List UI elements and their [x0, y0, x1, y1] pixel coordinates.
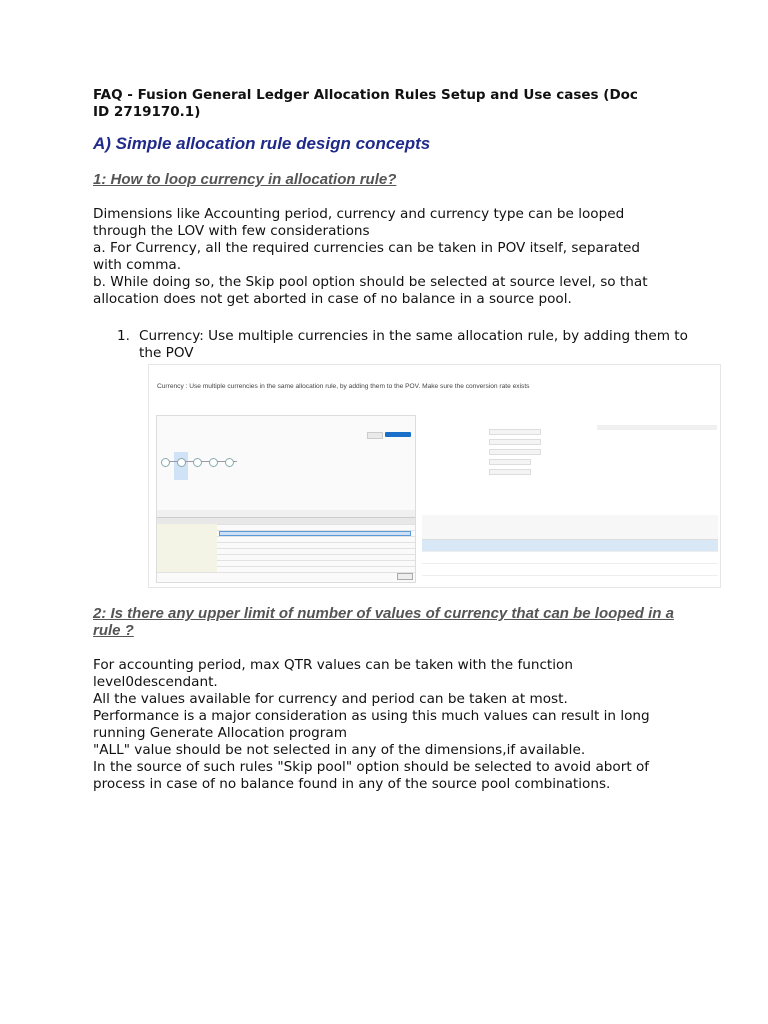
list-text: Currency: Use multiple currencies in the same allocation rule, by adding them to the POV	[139, 328, 688, 361]
answer-1-line: a. For Currency, all the required currencies can be taken in POV itself, separated	[93, 240, 641, 256]
answer-2-paragraph	[93, 657, 693, 793]
faq-question-1: 1: How to loop currency in allocation rule?	[93, 171, 397, 188]
journal-field	[489, 429, 541, 435]
flow-node	[225, 458, 234, 467]
faq-question-2: 2: Is there any upper limit of number of values of currency that can be looped in a rule ?	[93, 605, 674, 639]
answer-1-line: with comma.	[93, 257, 182, 273]
journal-line-row	[422, 540, 718, 552]
rule-flow-diagram	[159, 452, 243, 482]
answer-1-line: through the LOV with few considerations	[93, 223, 370, 239]
flow-node	[177, 458, 186, 467]
answer-2-line: level0descendant.	[93, 674, 218, 690]
journal-field	[489, 469, 531, 475]
answer-2-line: running Generate Allocation program	[93, 725, 347, 741]
flow-node	[209, 458, 218, 467]
answer-2-line: process in case of no balance found in any of the source pool combinations.	[93, 776, 611, 792]
figure-caption: Currency : Use multiple currencies in the same allocation rule, by adding them to the POV. Make sure the conversion rate exists	[157, 383, 530, 390]
answer-1-line: Dimensions like Accounting period, currency and currency type can be looped	[93, 206, 625, 222]
section-heading: A) Simple allocation rule design concepts	[93, 134, 431, 153]
answer-2-line: "ALL" value should be not selected in any of the dimensions,if available.	[93, 742, 586, 758]
grid-row	[157, 566, 415, 573]
grid-footer-button	[397, 573, 413, 580]
answer-2-line: All the values available for currency and period can be taken at most.	[93, 691, 568, 707]
document-title: FAQ - Fusion General Ledger Allocation Rules Setup and Use cases (Doc ID 2719170.1)	[93, 87, 638, 120]
answer-2-line: Performance is a major consideration as using this much values can result in long	[93, 708, 650, 724]
answer-2-line: In the source of such rules "Skip pool" option should be selected to avoid abort of	[93, 759, 650, 775]
rule-designer-screenshot	[156, 415, 416, 583]
journal-line-row	[422, 552, 718, 564]
answer-1-line: b. While doing so, the Skip pool option should be selected at source level, so that	[93, 274, 648, 290]
journal-line-row	[422, 576, 718, 588]
properties-grid	[157, 510, 415, 582]
flow-node	[193, 458, 202, 467]
grid-tabs	[157, 510, 415, 518]
flow-node	[161, 458, 170, 467]
list-number: 1.	[117, 328, 130, 344]
journal-screenshot	[417, 415, 719, 581]
toolbar-button	[367, 432, 383, 439]
highlighted-button	[385, 432, 411, 437]
journal-line-row	[422, 564, 718, 576]
journal-lines-header	[422, 515, 718, 540]
journal-toolbar	[597, 425, 717, 430]
journal-field	[489, 449, 541, 455]
answer-1-line: allocation does not get aborted in case of no balance in a source pool.	[93, 291, 572, 307]
journal-field	[489, 439, 541, 445]
journal-field	[489, 459, 531, 465]
answer-2-line: For accounting period, max QTR values can be taken with the function	[93, 657, 573, 673]
screenshot-figure	[148, 364, 721, 588]
answer-1-paragraph	[93, 206, 693, 308]
